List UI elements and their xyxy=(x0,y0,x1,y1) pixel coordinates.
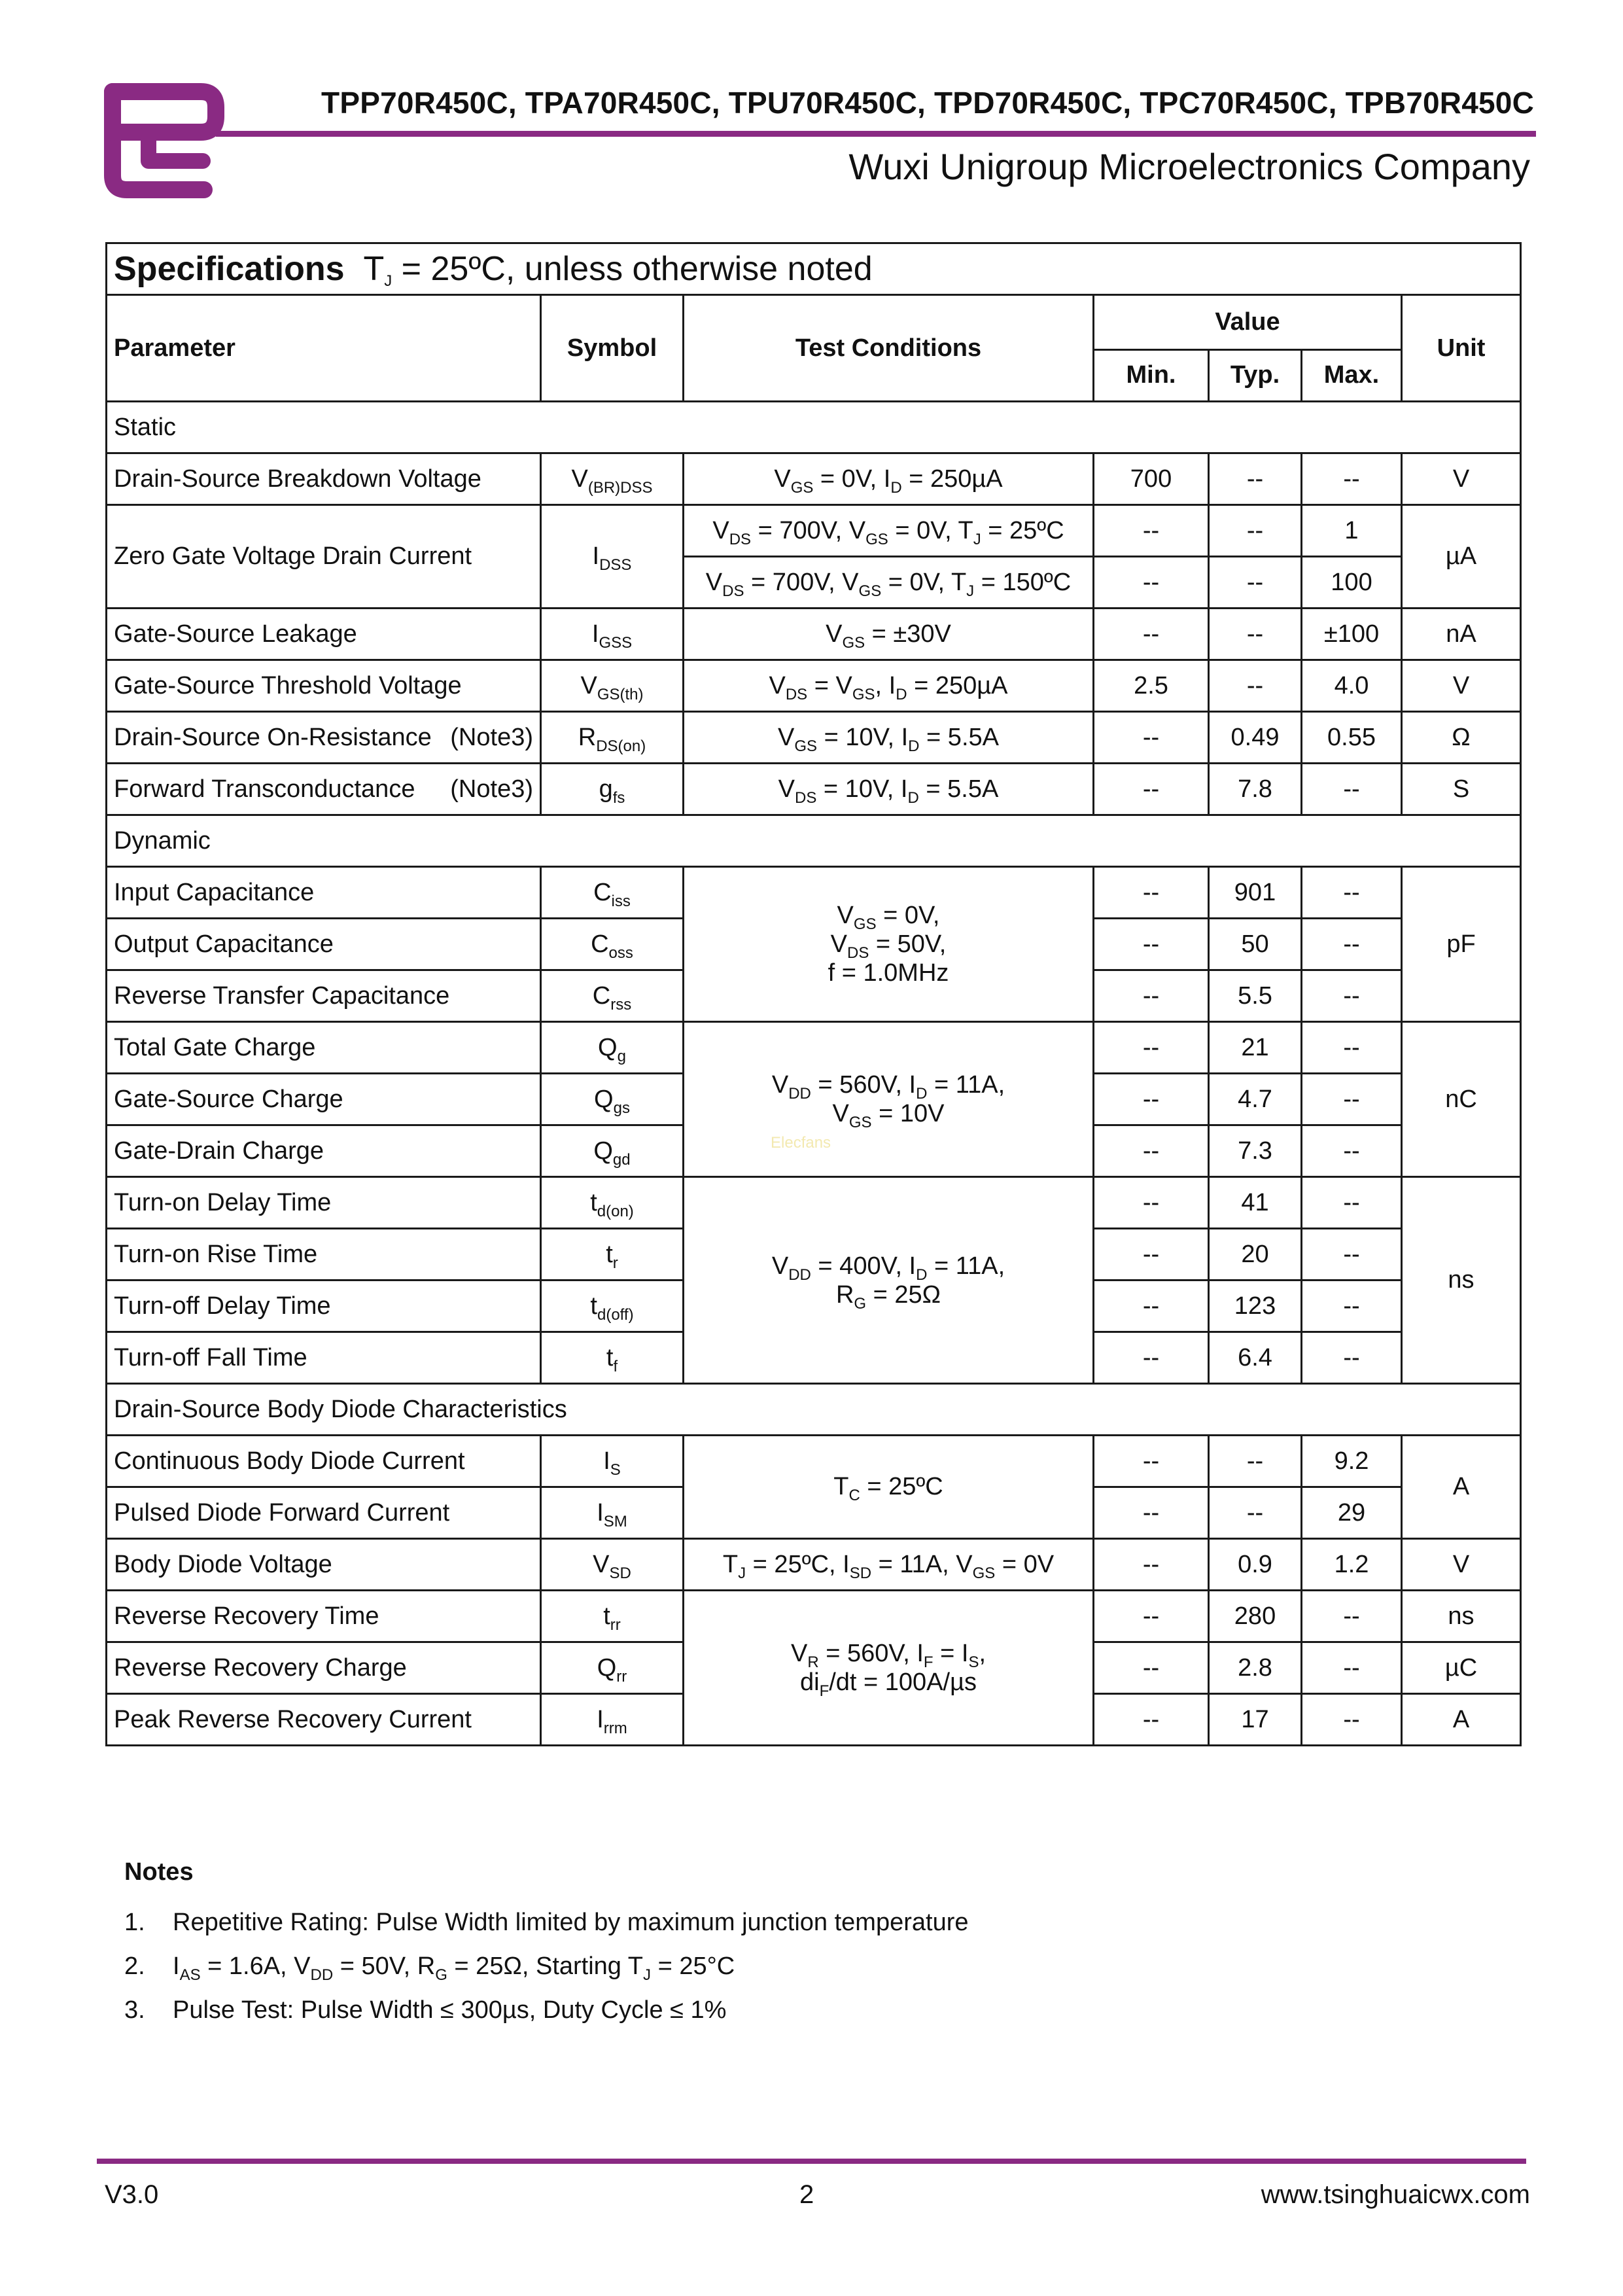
typ-cell: -- xyxy=(1209,557,1302,609)
typ-cell: 50 xyxy=(1209,919,1302,970)
typ-cell: 4.7 xyxy=(1209,1074,1302,1125)
param-cell: Body Diode Voltage xyxy=(107,1539,541,1591)
table-row xyxy=(107,764,1521,815)
symbol-cell: $g_{fs}$ xyxy=(541,764,684,815)
table-row xyxy=(107,505,1521,557)
max-cell: -- xyxy=(1302,1074,1402,1125)
typ-cell: 0.49 xyxy=(1209,712,1302,764)
table-row xyxy=(107,1022,1521,1074)
min-cell: 2.5 xyxy=(1094,660,1209,712)
min-cell: -- xyxy=(1094,1591,1209,1642)
unit-cell: µC xyxy=(1402,1642,1521,1694)
max-cell: -- xyxy=(1302,1177,1402,1229)
unit-cell: V xyxy=(1402,1539,1521,1591)
max-cell: -- xyxy=(1302,970,1402,1022)
symbol-cell: $I_{DSS}$ xyxy=(541,505,684,609)
max-cell: 9.2 xyxy=(1302,1436,1402,1487)
param-cell: Drain-Source Breakdown Voltage xyxy=(107,453,541,505)
header-typ: Typ. xyxy=(1209,349,1302,402)
max-cell: -- xyxy=(1302,764,1402,815)
unit-cell: ns xyxy=(1402,1177,1521,1384)
footer-version: V3.0 xyxy=(105,2180,159,2209)
unit-cell: ns xyxy=(1402,1591,1521,1642)
symbol-cell: $C_{rss}$ xyxy=(541,970,684,1022)
min-cell: -- xyxy=(1094,764,1209,815)
symbol-cell: $I_{GSS}$ xyxy=(541,609,684,660)
min-cell: -- xyxy=(1094,1487,1209,1539)
min-cell: -- xyxy=(1094,1436,1209,1487)
symbol-cell: $V_{(BR)DSS}$ xyxy=(541,453,684,505)
condition-cell: $V_{GS} = 10V$, $I_D = 5.5A$ xyxy=(684,712,1094,764)
typ-cell: -- xyxy=(1209,453,1302,505)
condition-cell: $V_{GS} = 0V$, $V_{DS} = 50V$, f = 1.0MHz xyxy=(684,867,1094,1022)
table-row xyxy=(107,660,1521,712)
param-cell: Peak Reverse Recovery Current xyxy=(107,1694,541,1746)
unit-cell: nA xyxy=(1402,609,1521,660)
typ-cell: -- xyxy=(1209,660,1302,712)
min-cell: -- xyxy=(1094,557,1209,609)
condition-cell: $T_J$ = 25ºC, $I_{SD} = 11A$, $V_{GS} = 0V$ xyxy=(684,1539,1094,1591)
param-cell: Pulsed Diode Forward Current xyxy=(107,1487,541,1539)
header-min: Min. xyxy=(1094,349,1209,402)
param-cell: Turn-on Delay Time xyxy=(107,1177,541,1229)
symbol-cell: $I_{SM}$ xyxy=(541,1487,684,1539)
symbol-cell: $C_{iss}$ xyxy=(541,867,684,919)
page-number: 2 xyxy=(799,2180,814,2209)
unit-cell: V xyxy=(1402,453,1521,505)
unit-cell: Ω xyxy=(1402,712,1521,764)
param-cell: Drain-Source On-Resistance (Note3) xyxy=(107,712,541,764)
param-cell: Forward Transconductance (Note3) xyxy=(107,764,541,815)
section-static: Static xyxy=(107,402,1521,453)
typ-cell: 17 xyxy=(1209,1694,1302,1746)
param-cell: Input Capacitance xyxy=(107,867,541,919)
unit-cell: µA xyxy=(1402,505,1521,609)
typ-cell: 0.9 xyxy=(1209,1539,1302,1591)
min-cell: -- xyxy=(1094,867,1209,919)
max-cell: -- xyxy=(1302,1280,1402,1332)
typ-cell: 123 xyxy=(1209,1280,1302,1332)
param-cell: Gate-Drain Charge xyxy=(107,1125,541,1177)
min-cell: -- xyxy=(1094,505,1209,557)
param-cell: Reverse Recovery Time xyxy=(107,1591,541,1642)
param-cell: Turn-off Fall Time xyxy=(107,1332,541,1384)
typ-cell: 41 xyxy=(1209,1177,1302,1229)
min-cell: -- xyxy=(1094,1694,1209,1746)
param-cell: Zero Gate Voltage Drain Current xyxy=(107,505,541,609)
max-cell: 1 xyxy=(1302,505,1402,557)
max-cell: -- xyxy=(1302,1022,1402,1074)
max-cell: -- xyxy=(1302,1591,1402,1642)
document-title: TPP70R450C, TPA70R450C, TPU70R450C, TPD70R450C, TPC70R450C, TPB70R450C xyxy=(321,86,1534,120)
watermark: Elecfans xyxy=(771,1134,831,1152)
header-row xyxy=(107,295,1521,350)
max-cell: 1.2 xyxy=(1302,1539,1402,1591)
note-ref: (Note3) xyxy=(450,723,533,751)
param-cell: Total Gate Charge xyxy=(107,1022,541,1074)
typ-cell: 2.8 xyxy=(1209,1642,1302,1694)
min-cell: -- xyxy=(1094,1642,1209,1694)
max-cell: 4.0 xyxy=(1302,660,1402,712)
max-cell: -- xyxy=(1302,1332,1402,1384)
min-cell: -- xyxy=(1094,1125,1209,1177)
header-test-conditions: Test Conditions xyxy=(684,295,1094,402)
condition-cell: $V_R = 560V$, $I_F = I_S$, $di_F/dt = 100A/\mu s$ xyxy=(684,1591,1094,1746)
table-row xyxy=(107,1436,1521,1487)
table-row xyxy=(107,712,1521,764)
symbol-cell: $t_{rr}$ xyxy=(541,1591,684,1642)
min-cell: -- xyxy=(1094,970,1209,1022)
condition-cell: $T_C$ = 25ºC xyxy=(684,1436,1094,1539)
typ-cell: 901 xyxy=(1209,867,1302,919)
min-cell: -- xyxy=(1094,919,1209,970)
section-row xyxy=(107,402,1521,453)
min-cell: -- xyxy=(1094,1074,1209,1125)
symbol-cell: $R_{DS(on)}$ xyxy=(541,712,684,764)
table-row xyxy=(107,867,1521,919)
typ-cell: -- xyxy=(1209,1487,1302,1539)
header-value: Value xyxy=(1094,295,1402,350)
symbol-cell: $Q_{rr}$ xyxy=(541,1642,684,1694)
min-cell: -- xyxy=(1094,1022,1209,1074)
min-cell: 700 xyxy=(1094,453,1209,505)
typ-cell: 20 xyxy=(1209,1229,1302,1280)
note-item: 3. Pulse Test: Pulse Width ≤ 300µs, Duty Cycle ≤ 1% xyxy=(124,1996,727,2024)
typ-cell: 6.4 xyxy=(1209,1332,1302,1384)
table-row xyxy=(107,1591,1521,1642)
condition-cell: $V_{DD} = 560V$, $I_D = 11A$, $V_{GS} = 10V$ xyxy=(684,1022,1094,1177)
max-cell: -- xyxy=(1302,453,1402,505)
min-cell: -- xyxy=(1094,1332,1209,1384)
param-cell: Reverse Recovery Charge xyxy=(107,1642,541,1694)
max-cell: 29 xyxy=(1302,1487,1402,1539)
unit-cell: S xyxy=(1402,764,1521,815)
note-ref: (Note3) xyxy=(450,775,533,803)
max-cell: 0.55 xyxy=(1302,712,1402,764)
unit-cell: A xyxy=(1402,1694,1521,1746)
symbol-cell: $t_{d(off)}$ xyxy=(541,1280,684,1332)
param-cell: Continuous Body Diode Current xyxy=(107,1436,541,1487)
min-cell: -- xyxy=(1094,1177,1209,1229)
section-diode: Drain-Source Body Diode Characteristics xyxy=(107,1384,1521,1436)
typ-cell: 280 xyxy=(1209,1591,1302,1642)
condition-cell: $V_{DS} = 10V$, $I_D = 5.5A$ xyxy=(684,764,1094,815)
condition-cell: $V_{DS} = 700V$, $V_{GS} = 0V$, $T_J$ = 25ºC xyxy=(684,505,1094,557)
table-row xyxy=(107,609,1521,660)
unigroup-logo-icon xyxy=(86,77,230,208)
condition-cell: $V_{DS} = V_{GS}$, $I_D = 250\mu A$ xyxy=(684,660,1094,712)
max-cell: 100 xyxy=(1302,557,1402,609)
param-cell: Reverse Transfer Capacitance xyxy=(107,970,541,1022)
max-cell: -- xyxy=(1302,1642,1402,1694)
company-name: Wuxi Unigroup Microelectronics Company xyxy=(848,146,1530,187)
table-title: Specifications $T_J$ = 25ºC, unless otherwise noted xyxy=(107,243,1521,295)
min-cell: -- xyxy=(1094,1280,1209,1332)
typ-cell: 7.3 xyxy=(1209,1125,1302,1177)
symbol-cell: $I_S$ xyxy=(541,1436,684,1487)
param-cell: Gate-Source Threshold Voltage xyxy=(107,660,541,712)
note-item: 2. $I_{AS} = 1.6A$, $V_{DD} = 50V$, $R_G = 25\Omega$, Starting $T_J = 25^\circ C$ xyxy=(124,1952,735,1984)
symbol-cell: $t_f$ xyxy=(541,1332,684,1384)
section-row xyxy=(107,1384,1521,1436)
condition-cell: $V_{GS} = 0V$, $I_D = 250\mu A$ xyxy=(684,453,1094,505)
max-cell: -- xyxy=(1302,867,1402,919)
condition-cell: $V_{DS} = 700V$, $V_{GS} = 0V$, $T_J$ = 150ºC xyxy=(684,557,1094,609)
symbol-cell: $V_{SD}$ xyxy=(541,1539,684,1591)
table-title-row xyxy=(107,243,1521,295)
footer-divider xyxy=(97,2159,1526,2164)
max-cell: -- xyxy=(1302,1229,1402,1280)
max-cell: -- xyxy=(1302,1125,1402,1177)
header-max: Max. xyxy=(1302,349,1402,402)
section-row xyxy=(107,815,1521,867)
specifications-table xyxy=(105,242,1522,1746)
min-cell: -- xyxy=(1094,712,1209,764)
notes-section xyxy=(124,1858,969,2032)
header-symbol: Symbol xyxy=(541,295,684,402)
unit-cell: V xyxy=(1402,660,1521,712)
symbol-cell: $t_{d(on)}$ xyxy=(541,1177,684,1229)
symbol-cell: $V_{GS(th)}$ xyxy=(541,660,684,712)
note-item: 1. Repetitive Rating: Pulse Width limited by maximum junction temperature xyxy=(124,1909,969,1936)
max-cell: ±100 xyxy=(1302,609,1402,660)
max-cell: -- xyxy=(1302,1694,1402,1746)
param-cell: Gate-Source Leakage xyxy=(107,609,541,660)
footer-url[interactable]: www.tsinghuaicwx.com xyxy=(1261,2180,1530,2209)
symbol-cell: $Q_g$ xyxy=(541,1022,684,1074)
typ-cell: 21 xyxy=(1209,1022,1302,1074)
typ-cell: 7.8 xyxy=(1209,764,1302,815)
param-cell: Turn-off Delay Time xyxy=(107,1280,541,1332)
param-cell: Output Capacitance xyxy=(107,919,541,970)
table-row xyxy=(107,453,1521,505)
typ-cell: -- xyxy=(1209,609,1302,660)
param-cell: Gate-Source Charge xyxy=(107,1074,541,1125)
table-row xyxy=(107,1539,1521,1591)
notes-heading: Notes xyxy=(124,1858,194,1886)
unit-cell: nC xyxy=(1402,1022,1521,1177)
typ-cell: -- xyxy=(1209,1436,1302,1487)
symbol-cell: $C_{oss}$ xyxy=(541,919,684,970)
unit-cell: A xyxy=(1402,1436,1521,1539)
unit-cell: pF xyxy=(1402,867,1521,1022)
min-cell: -- xyxy=(1094,1539,1209,1591)
section-dynamic: Dynamic xyxy=(107,815,1521,867)
header-divider xyxy=(216,131,1536,137)
symbol-cell: $t_r$ xyxy=(541,1229,684,1280)
condition-cell: $V_{GS} = \pm 30V$ xyxy=(684,609,1094,660)
header-parameter: Parameter xyxy=(107,295,541,402)
header-unit: Unit xyxy=(1402,295,1521,402)
max-cell: -- xyxy=(1302,919,1402,970)
condition-cell: $V_{DD} = 400V$, $I_D = 11A$, $R_G = 25\Omega$ xyxy=(684,1177,1094,1384)
symbol-cell: $Q_{gs}$ xyxy=(541,1074,684,1125)
min-cell: -- xyxy=(1094,1229,1209,1280)
min-cell: -- xyxy=(1094,609,1209,660)
typ-cell: 5.5 xyxy=(1209,970,1302,1022)
typ-cell: -- xyxy=(1209,505,1302,557)
symbol-cell: $Q_{gd}$ xyxy=(541,1125,684,1177)
param-cell: Turn-on Rise Time xyxy=(107,1229,541,1280)
symbol-cell: $I_{rrm}$ xyxy=(541,1694,684,1746)
table-row xyxy=(107,1177,1521,1229)
